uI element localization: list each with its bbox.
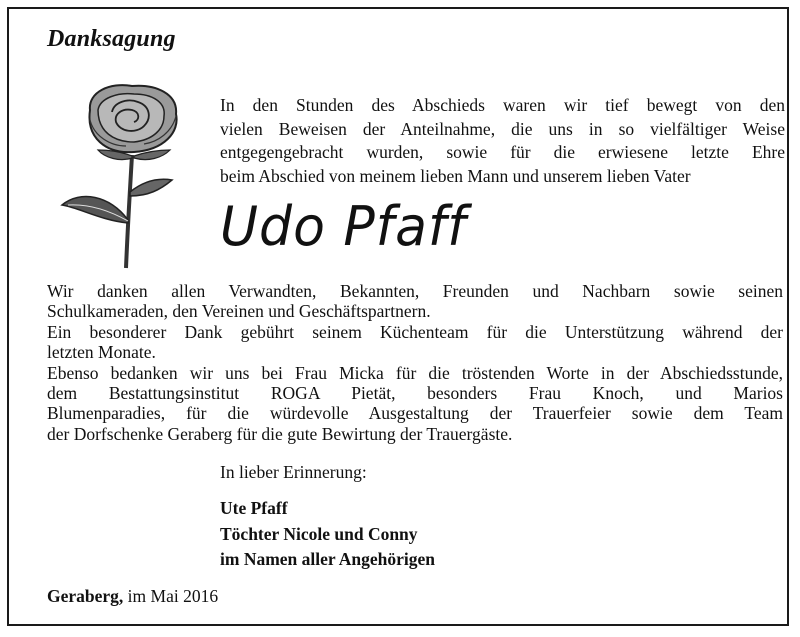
- body-line: dem Bestattungsinstitut ROGA Pietät, besonders Frau Knoch, und Marios: [47, 383, 783, 404]
- signer-line: Töchter Nicole und Conny: [220, 523, 418, 544]
- date: im Mai 2016: [127, 586, 219, 606]
- place: Geraberg,: [47, 586, 124, 606]
- notice-title: Danksagung: [47, 26, 176, 52]
- intro-paragraph: [220, 94, 785, 188]
- body-line: der Dorfschenke Geraberg für die gute Bewirtung der Trauergäste.: [47, 423, 513, 444]
- body-line: letzten Monate.: [47, 342, 156, 363]
- intro-line: In den Stunden des Abschieds waren wir tief bewegt von den: [220, 95, 785, 115]
- intro-line: entgegengebracht wurden, sowie für die erwiesene letzte Ehre: [220, 142, 785, 162]
- signers-block: [220, 496, 435, 573]
- thanks-paragraph: [47, 281, 783, 444]
- body-line: Wir danken allen Verwandten, Bekannten, Freunden und Nachbarn sowie seinen: [47, 281, 783, 301]
- place-date: [47, 586, 218, 607]
- body-line: Ebenso bedanken wir uns bei Frau Micka für die tröstenden Worte in der Abschiedsstunde,: [47, 362, 783, 383]
- body-line: Ein besonderer Dank gebührt seinem Küchenteam für die Unterstützung während der: [47, 321, 783, 342]
- rose-icon: [60, 80, 190, 270]
- intro-line: beim Abschied von meinem lieben Mann und unserem lieben Vater: [220, 165, 691, 186]
- body-line: Blumenparadies, für die würdevolle Ausgestaltung der Trauerfeier sowie dem Team: [47, 403, 783, 424]
- intro-line: vielen Beweisen der Anteilnahme, die uns in so vielfältiger Weise: [220, 118, 785, 139]
- signer-line: Ute Pfaff: [220, 498, 288, 518]
- body-line: Schulkameraden, den Vereinen und Geschäftspartnern.: [47, 301, 431, 322]
- deceased-name: Udo Pfaff: [220, 195, 467, 259]
- signer-line: im Namen aller Angehörigen: [220, 549, 436, 569]
- memory-label: In lieber Erinnerung:: [220, 462, 367, 482]
